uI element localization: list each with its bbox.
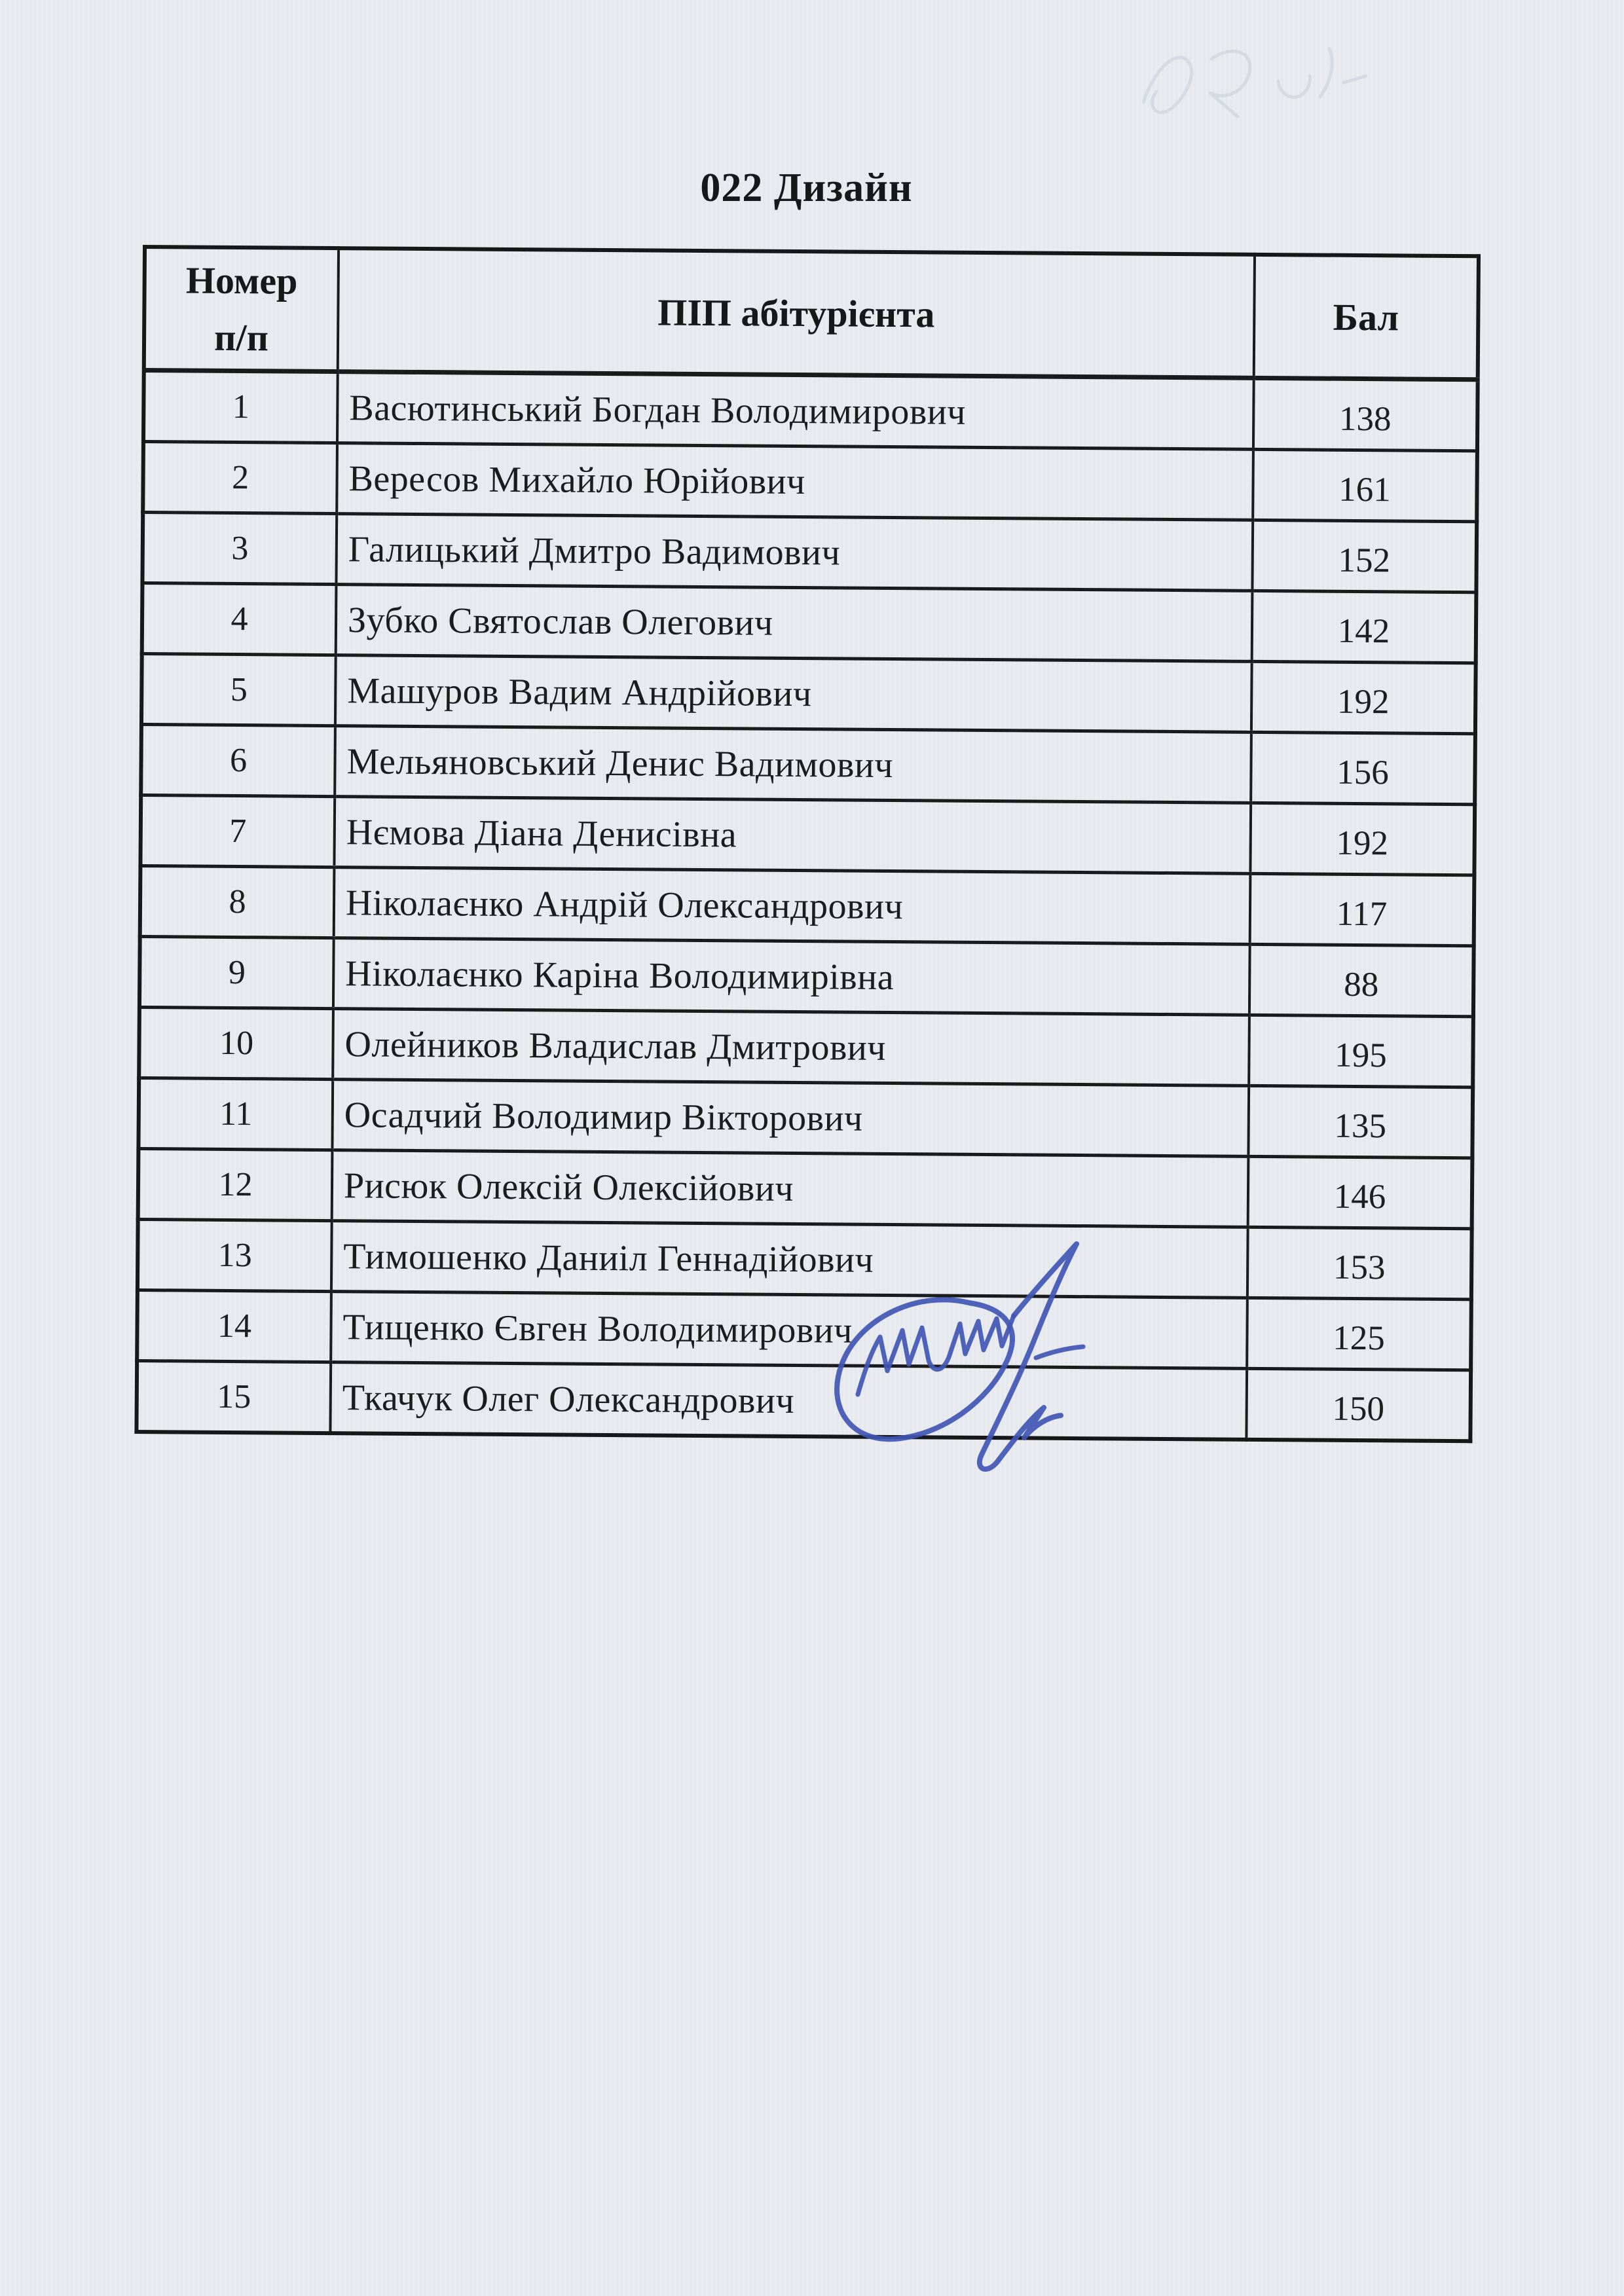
- row-number-cell: 14: [137, 1290, 331, 1362]
- row-name-cell: Машуров Вадим Андрійович: [335, 655, 1252, 733]
- row-score-cell: 192: [1251, 661, 1476, 733]
- row-name-cell: Васютинський Богдан Володимирович: [337, 372, 1254, 450]
- table-row: [142, 583, 1477, 663]
- row-score-cell: 153: [1247, 1227, 1472, 1299]
- table-row: [138, 1078, 1473, 1158]
- row-number-cell: 10: [139, 1008, 333, 1080]
- row-name-cell: Осадчий Володимир Вікторович: [332, 1080, 1249, 1157]
- table-row: [142, 513, 1477, 592]
- header-cell-score: Бал: [1254, 255, 1479, 380]
- row-number-cell: 15: [136, 1360, 331, 1433]
- pencil-note-scribble: [1113, 18, 1401, 156]
- row-score-cell: 138: [1253, 378, 1478, 450]
- row-name-cell: Нємова Діана Денисівна: [334, 797, 1251, 874]
- table-row: [140, 795, 1475, 875]
- table-row: [141, 725, 1475, 805]
- row-score-cell: 195: [1249, 1015, 1473, 1087]
- table-row: [139, 937, 1474, 1017]
- header-row: [144, 247, 1479, 380]
- row-name-cell: Ніколаєнко Андрій Олександрович: [334, 867, 1251, 945]
- row-name-cell: Вересов Михайло Юрійович: [337, 443, 1253, 520]
- row-number-cell: 1: [143, 371, 338, 443]
- row-number-cell: 6: [141, 725, 335, 797]
- row-name-cell: Рисюк Олексій Олексійович: [332, 1150, 1249, 1228]
- table-row: [140, 866, 1475, 946]
- row-name-cell: Зубко Святослав Олегович: [336, 585, 1253, 662]
- table-row: [139, 1008, 1473, 1087]
- row-score-cell: 146: [1248, 1156, 1473, 1228]
- row-name-cell: Мельяновський Денис Вадимович: [335, 726, 1251, 803]
- row-name-cell: Олейников Владислав Дмитрович: [333, 1009, 1249, 1086]
- row-name-cell: Тимошенко Даниіл Геннадійович: [331, 1221, 1248, 1298]
- table-row: [143, 442, 1477, 522]
- row-score-cell: 152: [1252, 520, 1477, 592]
- row-name-cell: Ніколаєнко Каріна Володимирівна: [333, 938, 1250, 1015]
- document-title: 022 Дизайн: [700, 166, 913, 210]
- row-score-cell: 192: [1250, 803, 1475, 875]
- row-score-cell: 135: [1248, 1085, 1473, 1157]
- row-number-cell: 5: [141, 654, 336, 726]
- row-number-cell: 12: [138, 1149, 333, 1221]
- row-score-cell: 161: [1253, 449, 1477, 521]
- row-score-cell: 117: [1250, 873, 1475, 945]
- row-score-cell: 156: [1251, 732, 1475, 804]
- row-name-cell: Тищенко Євген Володимирович: [331, 1292, 1247, 1369]
- table-header: [144, 247, 1479, 380]
- header-cell-name: ПІП абітурієнта: [338, 248, 1255, 378]
- row-score-cell: 150: [1246, 1368, 1471, 1441]
- row-number-cell: 7: [140, 795, 335, 867]
- signature-ink: [753, 1198, 1172, 1512]
- row-name-cell: Ткачук Олег Олександрович: [330, 1362, 1247, 1440]
- row-score-cell: 142: [1252, 591, 1477, 663]
- header-cell-number: Номер п/п: [144, 247, 339, 372]
- row-number-cell: 2: [143, 442, 337, 514]
- row-score-cell: 125: [1247, 1298, 1471, 1370]
- row-number-cell: 9: [139, 937, 334, 1009]
- row-number-cell: 11: [138, 1078, 333, 1150]
- row-number-cell: 3: [142, 513, 337, 585]
- row-number-cell: 4: [142, 583, 337, 655]
- row-score-cell: 88: [1249, 944, 1474, 1016]
- row-number-cell: 8: [140, 866, 335, 938]
- table-row: [141, 654, 1476, 734]
- table-row: [143, 371, 1478, 451]
- row-name-cell: Галицький Дмитро Вадимович: [336, 514, 1253, 591]
- row-number-cell: 13: [138, 1220, 332, 1292]
